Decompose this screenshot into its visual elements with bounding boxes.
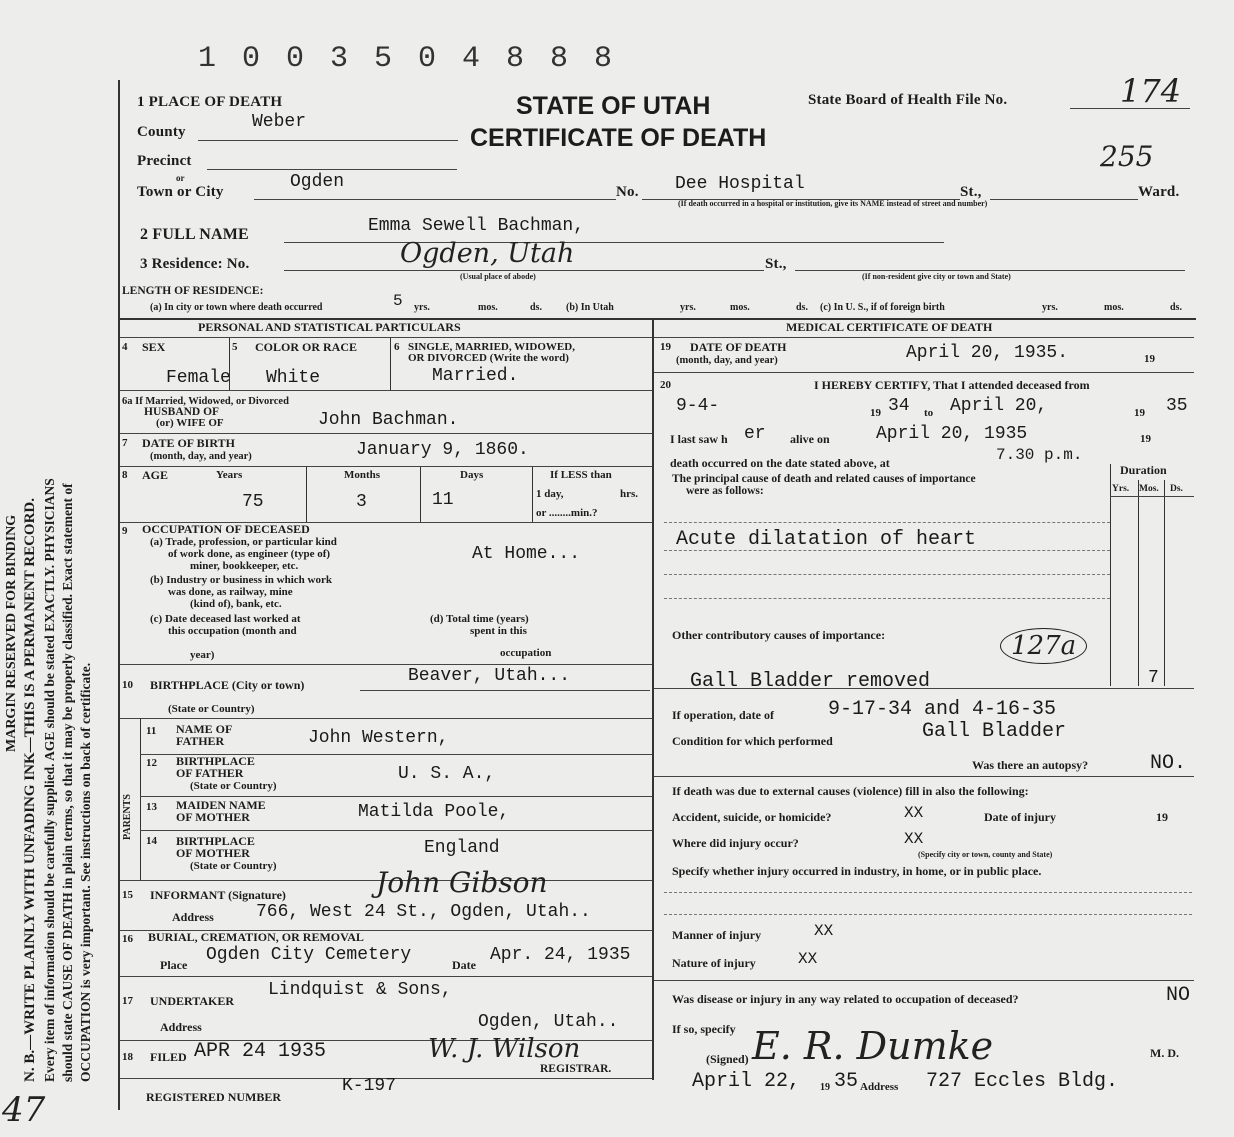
physician-signature: E. R. Dumke	[752, 1024, 994, 1068]
mother-birthplace-value: England	[424, 838, 500, 858]
full-name-value: Emma Sewell Bachman,	[368, 216, 585, 236]
parents-side-label: PARENTS	[122, 794, 133, 840]
attended-to-year: 35	[1166, 396, 1188, 416]
mother-num: 13	[146, 801, 157, 813]
mother-bp-label-2: OF MOTHER	[176, 846, 250, 860]
age-years-label: Years	[216, 469, 243, 481]
duration-col-1	[1110, 464, 1111, 686]
age-months-label: Months	[344, 469, 381, 481]
age-num: 8	[122, 469, 128, 481]
left-border	[118, 80, 120, 1110]
autopsy-value: NO.	[1150, 752, 1187, 775]
sex-num: 4	[122, 341, 128, 353]
us-mos-label: mos.	[1104, 302, 1124, 313]
spouse-value: John Bachman.	[318, 410, 459, 430]
father-label-2: FATHER	[176, 734, 225, 748]
registered-number-value: K-197	[342, 1076, 397, 1096]
marital-label-1: SINGLE, MARRIED, WIDOWED,	[408, 341, 575, 353]
external-causes-label: If death was due to external causes (violence) fill in also the following:	[672, 784, 1029, 798]
town-line	[254, 199, 616, 200]
dod-row-line	[654, 372, 1194, 373]
birthplace-row-line	[120, 718, 652, 719]
occupation-value: At Home...	[472, 544, 581, 564]
duration-ds-label: Ds.	[1170, 484, 1183, 494]
place-of-death-label: 1 PLACE OF DEATH	[137, 94, 283, 110]
sex-race-divider	[229, 338, 230, 390]
causes-bottom-line	[654, 688, 1194, 689]
father-label-1: NAME OF	[176, 722, 233, 736]
medical-header-line	[654, 337, 1194, 338]
residence-label: 3 Residence: No.	[140, 256, 250, 272]
medical-header: MEDICAL CERTIFICATE OF DEATH	[786, 320, 993, 334]
occupation-related-label: Was disease or injury in any way related to occupation of deceased?	[672, 992, 1019, 1006]
marital-num: 6	[394, 341, 400, 353]
cause-line-2	[664, 550, 1110, 551]
date-of-death-value: April 20, 1935.	[906, 343, 1069, 363]
precinct-line	[207, 169, 457, 170]
attended-from-19: 19	[870, 407, 881, 419]
duration-header-line	[1110, 496, 1194, 497]
father-birthplace-value: U. S. A.,	[398, 764, 496, 784]
accident-label: Accident, suicide, or homicide?	[672, 810, 832, 824]
residence-st-label: St.,	[765, 256, 787, 272]
birthplace-state-label: (State or Country)	[168, 703, 255, 715]
town-label: Town or City	[137, 184, 224, 200]
cert-num: 20	[660, 379, 671, 391]
dod-label-2: (month, day, and year)	[676, 355, 778, 366]
occ-c-1: (c) Date deceased last worked at	[150, 613, 301, 625]
injury-date-19: 19	[1156, 810, 1168, 824]
utah-yrs-label: yrs.	[680, 302, 696, 313]
dod-19-label: 19	[1144, 353, 1155, 365]
spouse-label-1: 6a If Married, Widowed, or Divorced	[122, 396, 289, 407]
margin-corner-mark: 47	[2, 1090, 46, 1130]
principal-cause-label-1: The principal cause of death and related causes of importance	[672, 473, 976, 485]
specify-line-2	[664, 914, 1192, 915]
contributory-cause-value: Gall Bladder removed	[690, 670, 931, 693]
undertaker-num: 17	[122, 995, 133, 1007]
father-bp-label-3: (State or Country)	[190, 780, 277, 792]
registrar-signature: W. J. Wilson	[428, 1034, 581, 1064]
state-title: STATE OF UTAH	[516, 92, 711, 120]
personal-header: PERSONAL AND STATISTICAL PARTICULARS	[198, 320, 461, 334]
race-label: COLOR OR RACE	[255, 340, 358, 354]
informant-address-value: 766, West 24 St., Ogden, Utah..	[256, 902, 591, 922]
father-value: John Western,	[308, 728, 449, 748]
specify-line-1	[664, 892, 1192, 893]
certificate-title: CERTIFICATE OF DEATH	[470, 124, 767, 152]
where-injury-note: (Specify city or town, county and State)	[918, 850, 1053, 859]
utah-ds-label: ds.	[796, 302, 808, 313]
attended-from-year: 34	[888, 396, 910, 416]
sex-value: Female	[166, 368, 231, 388]
occ-d-3: occupation	[500, 647, 552, 659]
mother-label-2: OF MOTHER	[176, 810, 250, 824]
race-value: White	[266, 368, 321, 388]
occ-label: OCCUPATION OF DECEASED	[142, 522, 310, 536]
duration-col-3	[1164, 480, 1165, 686]
filed-date-value: APR 24 1935	[194, 1040, 327, 1063]
dob-row-line	[120, 466, 652, 467]
dod-label-1: DATE OF DEATH	[690, 340, 787, 354]
margin-instructions-1: Every item of information should be carefully supplied. AGE should be stated EXACTLY. PHYSICIANS	[42, 478, 57, 1082]
informant-label: INFORMANT (Signature)	[150, 888, 286, 902]
residence-value: Ogden, Utah	[400, 238, 575, 269]
autopsy-label: Was there an autopsy?	[972, 758, 1089, 772]
mother-row-line	[140, 830, 652, 831]
signed-date-value: April 22,	[692, 1070, 801, 1093]
age-hrs-label: hrs.	[620, 488, 639, 500]
age-months-divider	[420, 467, 421, 522]
principal-cause-label-2: were as follows:	[686, 485, 764, 497]
burial-row-line	[120, 976, 652, 977]
alive-on-label: alive on	[790, 432, 830, 446]
us-yrs-label: yrs.	[1042, 302, 1058, 313]
spouse-label-2: HUSBAND OF	[144, 406, 220, 418]
cause-code: 127a	[1000, 628, 1087, 664]
injury-date-label: Date of injury	[984, 810, 1056, 824]
signed-year-19: 19	[820, 1082, 830, 1093]
personal-header-line	[120, 337, 652, 338]
burial-date-label: Date	[452, 958, 476, 972]
duration-col-2	[1138, 480, 1139, 686]
father-num: 11	[146, 725, 157, 737]
county-line	[198, 140, 458, 141]
attended-from-value: 9-4-	[676, 396, 720, 416]
file-no-value: 174	[1120, 72, 1182, 110]
registered-number-label: REGISTERED NUMBER	[146, 1090, 282, 1104]
birthplace-num: 10	[122, 679, 133, 691]
dob-value: January 9, 1860.	[356, 440, 529, 460]
occ-num: 9	[122, 525, 128, 537]
county-label: County	[137, 124, 186, 140]
institution-value: Dee Hospital	[675, 174, 805, 194]
time-of-death-value: 7.30 p.m.	[996, 446, 1083, 464]
length-residence-label: LENGTH OF RESIDENCE:	[122, 285, 264, 297]
operation-date-value: 9-17-34 and 4-16-35	[828, 698, 1057, 721]
burial-label: BURIAL, CREMATION, OR REMOVAL	[148, 930, 364, 944]
age-day-label: 1 day,	[536, 488, 564, 500]
occupation-related-value: NO	[1166, 984, 1191, 1007]
margin-instructions-3: OCCUPATION is very important. See instructions on back of certificate.	[78, 662, 93, 1082]
nature-value: XX	[798, 950, 818, 968]
informant-address-label: Address	[172, 910, 214, 924]
full-name-label: 2 FULL NAME	[140, 226, 249, 243]
race-num: 5	[232, 341, 238, 353]
age-label: AGE	[142, 468, 169, 482]
specify-injury-label: Specify whether injury occurred in industry, in home, or in public place.	[672, 864, 1042, 878]
undertaker-address-value: Ogden, Utah..	[478, 1012, 619, 1032]
operation-label: If operation, date of	[672, 708, 774, 722]
occ-c-2: this occupation (month and	[168, 625, 297, 637]
burial-num: 16	[122, 933, 133, 945]
last-saw-pronoun: er	[744, 424, 766, 444]
contributory-duration-value: 7	[1148, 668, 1159, 688]
physician-address-label: Address	[860, 1081, 899, 1093]
utah-mos-label: mos.	[730, 302, 750, 313]
informant-signature: John Gibson	[376, 866, 548, 899]
signed-label: (Signed)	[706, 1052, 749, 1066]
file-no-handwritten: 255	[1100, 140, 1154, 173]
occ-c-3: year)	[190, 649, 215, 661]
mother-bp-label-1: BIRTHPLACE	[176, 834, 255, 848]
signed-year-value: 35	[834, 1070, 859, 1093]
sex-label: SEX	[142, 340, 166, 354]
father-bp-label-2: OF FATHER	[176, 766, 244, 780]
certify-text: I HEREBY CERTIFY, That I attended deceased from	[814, 378, 1090, 392]
residence-ds-label: ds.	[530, 302, 542, 313]
duration-mos-label: Mos.	[1139, 484, 1159, 494]
manner-value: XX	[814, 922, 834, 940]
birthplace-value: Beaver, Utah...	[408, 666, 571, 686]
residence-years-value: 5	[393, 292, 403, 310]
cause-line-4	[664, 598, 1110, 599]
no-label: No.	[616, 184, 639, 200]
or-label: or	[176, 173, 185, 183]
age-days-value: 11	[432, 490, 454, 510]
county-value: Weber	[252, 112, 307, 132]
full-name-line	[284, 242, 944, 243]
cause-of-death-value: Acute dilatation of heart	[676, 528, 977, 551]
last-saw-label: I last saw h	[670, 432, 728, 446]
margin-binding-text: MARGIN RESERVED FOR BINDING	[4, 514, 19, 752]
residence-line	[284, 270, 764, 271]
occ-row-line	[120, 664, 652, 665]
physician-address-value: 727 Eccles Bldg.	[926, 1070, 1119, 1093]
filed-label: FILED	[150, 1050, 187, 1064]
us-ds-label: ds.	[1170, 302, 1182, 313]
condition-value: Gall Bladder	[922, 720, 1067, 743]
nature-line	[654, 980, 1194, 981]
margin-nb-text: N. B.—WRITE PLAINLY WITH UNFADING INK—THIS IS A PERMANENT RECORD.	[22, 498, 38, 1082]
last-saw-19: 19	[1140, 433, 1151, 445]
st-label: St.,	[960, 184, 982, 200]
father-bp-label-1: BIRTHPLACE	[176, 754, 255, 768]
accident-value: XX	[904, 804, 924, 822]
autopsy-line	[654, 776, 1194, 777]
birthplace-label: BIRTHPLACE (City or town)	[150, 678, 305, 692]
where-injury-label: Where did injury occur?	[672, 836, 799, 850]
undertaker-value: Lindquist & Sons,	[268, 980, 452, 1000]
death-occurred-label: death occurred on the date stated above, at	[670, 456, 890, 470]
certificate-number: 1 0 0 3 5 0 4 8 8 8	[198, 42, 617, 76]
institution-note: (If death occurred in a hospital or institution, give its NAME instead of street and number)	[678, 199, 988, 208]
residence-yrs-label: yrs.	[414, 302, 430, 313]
birthplace-line	[360, 690, 650, 691]
father-bp-num: 12	[146, 757, 157, 769]
residence-us-label: (c) In U. S., if of foreign birth	[820, 302, 945, 313]
town-value: Ogden	[290, 172, 345, 192]
registrar-label: REGISTRAR.	[540, 1063, 612, 1075]
father-bp-row-line	[140, 796, 652, 797]
ward-line	[990, 199, 1138, 200]
precinct-label: Precinct	[137, 153, 192, 169]
attended-to-value: April 20,	[950, 396, 1048, 416]
age-less-label: If LESS than	[550, 469, 612, 481]
mother-value: Matilda Poole,	[358, 802, 510, 822]
age-days-divider	[532, 467, 533, 522]
sex-row-line	[120, 390, 652, 391]
burial-place-value: Ogden City Cemetery	[206, 945, 412, 965]
age-min-label: or ........min.?	[536, 507, 598, 519]
other-causes-label: Other contributory causes of importance:	[672, 628, 886, 642]
margin-instructions-2: should state CAUSE OF DEATH in plain terms, so that it may be properly classified. Exact statement of	[60, 483, 75, 1082]
md-label: M. D.	[1150, 1046, 1179, 1060]
marital-value: Married.	[432, 366, 519, 386]
race-marital-divider	[390, 338, 391, 390]
duration-yrs-label: Yrs.	[1112, 484, 1130, 494]
undertaker-label: UNDERTAKER	[150, 994, 235, 1008]
last-saw-value: April 20, 1935	[876, 424, 1028, 444]
cause-line-3	[664, 574, 1110, 575]
undertaker-address-label: Address	[160, 1020, 202, 1034]
file-no-label: State Board of Health File No.	[808, 92, 1008, 108]
dob-num: 7	[122, 437, 128, 449]
marital-label-2: OR DIVORCED (Write the word)	[408, 352, 569, 364]
burial-date-value: Apr. 24, 1935	[490, 945, 631, 965]
occ-b-1: (b) Industry or business in which work	[150, 574, 332, 586]
duration-label: Duration	[1120, 463, 1167, 477]
occ-a-1: (a) Trade, profession, or particular kind	[150, 536, 337, 548]
age-days-label: Days	[460, 469, 484, 481]
burial-place-label: Place	[160, 958, 188, 972]
spouse-row-line	[120, 433, 652, 434]
residence-city-label: (a) In city or town where death occurred	[150, 302, 323, 313]
occ-a-2: of work done, as engineer (type of)	[168, 548, 331, 560]
mother-bp-label-3: (State or Country)	[190, 860, 277, 872]
dob-label-2: (month, day, and year)	[150, 451, 252, 462]
if-so-label: If so, specify	[672, 1022, 736, 1036]
occ-a-3: miner, bookkeeper, etc.	[190, 560, 299, 572]
dod-num: 19	[660, 341, 671, 353]
informant-num: 15	[122, 889, 133, 901]
where-injury-value: XX	[904, 830, 924, 848]
occ-d-2: spent in this	[470, 625, 527, 637]
occ-b-3: (kind of), bank, etc.	[190, 598, 282, 610]
ward-label: Ward.	[1138, 184, 1180, 200]
age-months-value: 3	[356, 492, 367, 512]
age-years-divider	[306, 467, 307, 522]
dob-label-1: DATE OF BIRTH	[142, 436, 235, 450]
occ-b-2: was done, as railway, mine	[168, 586, 293, 598]
cause-line-1	[664, 522, 1110, 523]
to-label: to	[924, 407, 934, 419]
residence-note: (Usual place of abode)	[460, 272, 536, 281]
age-years-value: 75	[242, 492, 264, 512]
spouse-label-3: (or) WIFE OF	[156, 417, 224, 429]
mother-bp-num: 14	[146, 835, 157, 847]
nature-label: Nature of injury	[672, 956, 756, 970]
residence-st-line	[795, 270, 1185, 271]
condition-label: Condition for which performed	[672, 734, 833, 748]
occ-d-1: (d) Total time (years)	[430, 613, 529, 625]
mother-label-1: MAIDEN NAME	[176, 798, 266, 812]
column-divider	[652, 320, 654, 1080]
filed-num: 18	[122, 1051, 133, 1063]
parents-divider	[140, 718, 141, 880]
manner-label: Manner of injury	[672, 928, 762, 942]
residence-utah-label: (b) In Utah	[566, 302, 614, 313]
residence-mos-label: mos.	[478, 302, 498, 313]
attended-to-19: 19	[1134, 407, 1145, 419]
residence-nonres-note: (If non-resident give city or town and State)	[862, 272, 1011, 281]
